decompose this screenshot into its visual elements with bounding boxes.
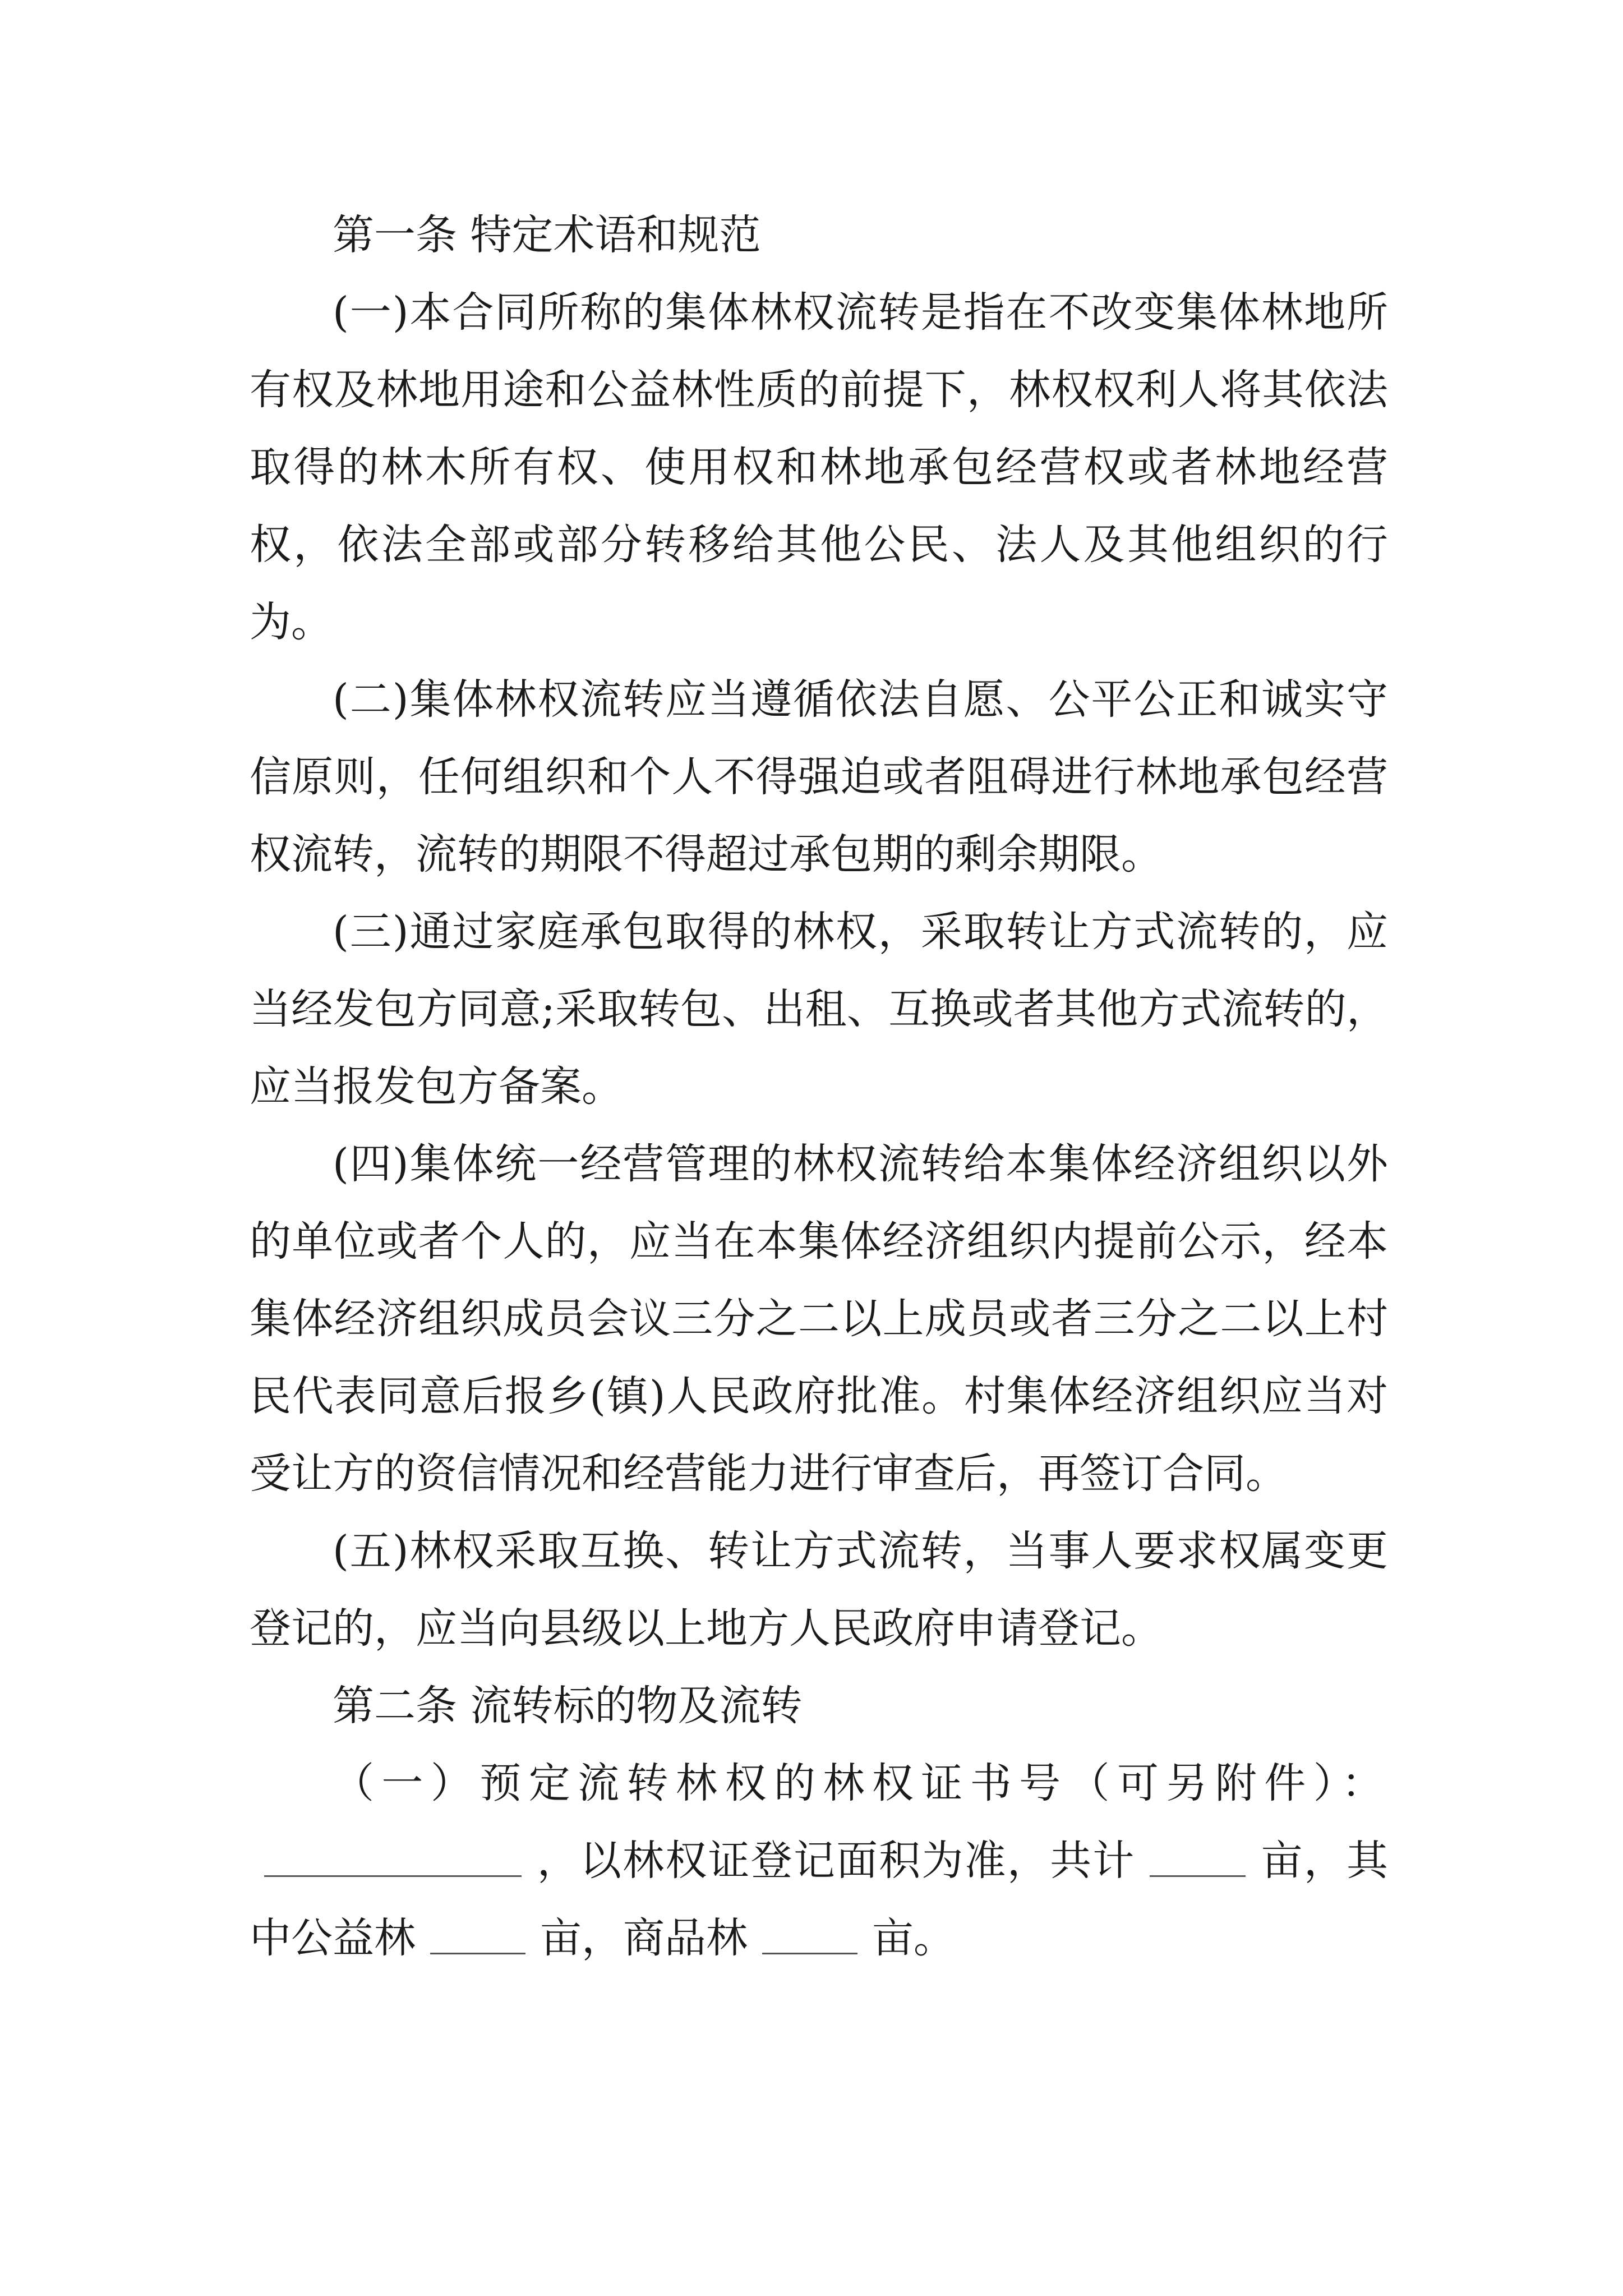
- article-1-clause-5: (五)林权采取互换、转让方式流转，当事人要求权属变更登记的，应当向县级以上地方人民政府申请登记。: [250, 1527, 1388, 1653]
- clause-prefix: （一）预定流转林权的林权证书号（可另附件）：: [333, 1759, 1388, 1807]
- commercial-forest-area-blank[interactable]: [762, 1915, 857, 1954]
- total-area-blank[interactable]: [1150, 1838, 1245, 1877]
- article-1-clause-3: (三)通过家庭承包取得的林权，采取转让方式流转的，应当经发包方同意;采取转包、出租、互换或者其他方式流转的，应当报发包方备案。: [250, 908, 1388, 1111]
- clause-mid-text: ，以林权证登记面积为准，共计: [536, 1837, 1136, 1885]
- article-1-clause-1: (一)本合同所称的集体林权流转是指在不改变集体林地所有权及林地用途和公益林性质的前提下，林权权利人将其依法取得的林木所有权、使用权和林地承包经营权或者林地经营权，依法全部或部分转移给其他公民、法人及其他组织的行为。: [250, 288, 1388, 646]
- certificate-number-blank[interactable]: [264, 1838, 522, 1877]
- article-2-heading: 第二条 流转标的物及流转: [333, 1682, 803, 1730]
- public-forest-area-blank[interactable]: [430, 1915, 525, 1954]
- document-body: [250, 196, 1388, 1977]
- article-1-clause-2: (二)集体林权流转应当遵循依法自愿、公平公正和诚实守信原则，任何组织和个人不得强迫或者阻碍进行林地承包经营权流转，流转的期限不得超过承包期的剩余期限。: [250, 675, 1388, 878]
- article-1-clause-4: (四)集体统一经营管理的林权流转给本集体经济组织以外的单位或者个人的，应当在本集体经济组织内提前公示，经本集体经济组织成员会议三分之二以上成员或者三分之二以上村民代表同意后报乡(镇)人民政府批准。村集体经济组织应当对受让方的资信情况和经营能力进行审查后，再签订合同。: [250, 1140, 1388, 1498]
- clause-unit-text-3: 亩。: [872, 1914, 955, 1962]
- article-1-heading: 第一条 特定术语和规范: [333, 211, 761, 259]
- clause-unit-text-2: 亩，商品林: [540, 1914, 748, 1962]
- clause-unit-text-1: 亩，其中公益林: [250, 1837, 1389, 1962]
- article-2-clause-1: [250, 1745, 1388, 1977]
